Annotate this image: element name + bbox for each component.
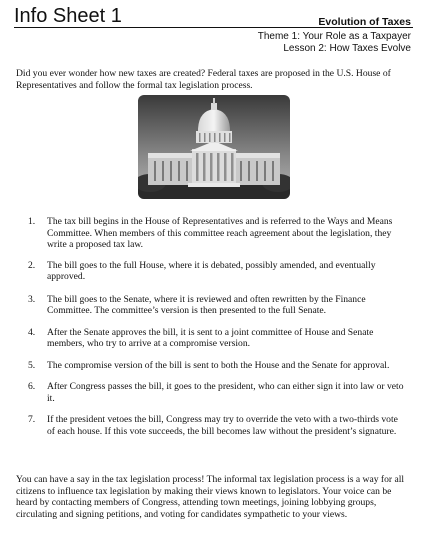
topic-title: Evolution of Taxes xyxy=(318,16,411,28)
list-item xyxy=(28,216,407,251)
list-item-number: 5. xyxy=(28,359,36,371)
list-item-number: 1. xyxy=(28,216,36,227)
theme-label: Theme 1: Your Role as a Taxpayer xyxy=(257,31,411,42)
list-item-text: After Congress passes the bill, it goes to the president, who can either sign it into law or veto it. xyxy=(47,381,404,404)
list-item xyxy=(28,414,407,437)
lesson-label: Lesson 2: How Taxes Evolve xyxy=(283,43,411,54)
list-item-number: 4. xyxy=(28,326,36,338)
closing-paragraph: You can have a say in the tax legislation process! The informal tax legislation process is a way for all citizens to influence tax legislation by making their views known to legislators. Your voice can be heard by contacting members of Congress, attending town meetings, joining lobbying groups, circulating and signing petitions, and voting for candidates sympathetic to your views. xyxy=(16,474,405,520)
list-item-number: 7. xyxy=(28,414,36,425)
page-title: Info Sheet 1 xyxy=(14,5,122,27)
list-item-text: The bill goes to the Senate, where it is reviewed and often rewritten by the Finance Committee. The committee’s version is then presented to the full Senate. xyxy=(47,293,366,316)
list-item-text: After the Senate approves the bill, it is sent to a joint committee of House and Senate members, who try to arrive at a compromise version. xyxy=(47,326,374,349)
list-item xyxy=(28,360,407,372)
list-item-number: 2. xyxy=(28,259,36,271)
capitol-building-photo xyxy=(138,95,290,199)
list-item-text: The compromise version of the bill is sent to both the House and the Senate for approval. xyxy=(47,359,390,371)
list-item xyxy=(28,327,407,350)
list-item-number: 3. xyxy=(28,293,36,305)
list-item-text: The tax bill begins in the House of Representatives and is referred to the Ways and Means Committee. When members of this committee reach agreement about the legislation, they write a proposed tax law. xyxy=(47,216,393,250)
list-item-text: If the president vetoes the bill, Congress may try to override the veto with a two-thirds vote of each house. If this vote succeeds, the bill becomes law without the president’s signature. xyxy=(47,414,398,437)
legislation-steps-list xyxy=(28,216,407,437)
header-info xyxy=(258,16,411,55)
list-item xyxy=(28,381,407,404)
intro-paragraph: Did you ever wonder how new taxes are created? Federal taxes are proposed in the U.S. House of Representatives and follow the formal tax legislation process. xyxy=(16,68,391,91)
list-item xyxy=(28,294,407,317)
list-item-number: 6. xyxy=(28,381,36,392)
list-item xyxy=(28,260,407,283)
list-item-text: The bill goes to the full House, where it is debated, possibly amended, and eventually approved. xyxy=(47,259,376,282)
